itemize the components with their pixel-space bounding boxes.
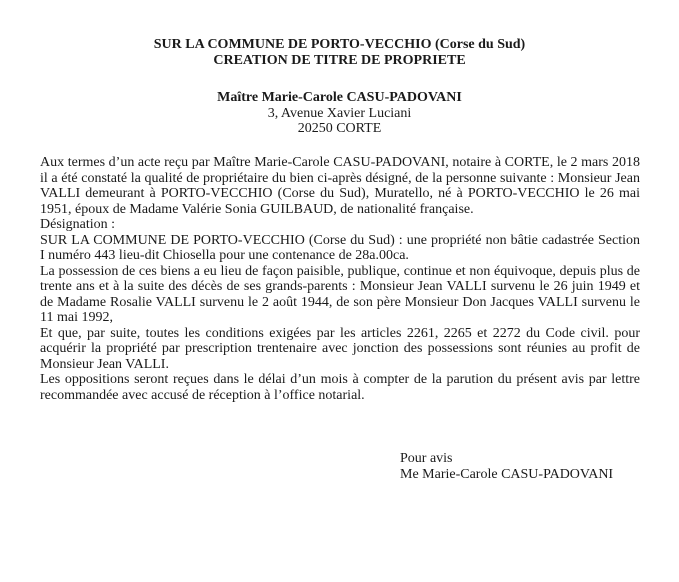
notary-name: Maître Marie-Carole CASU-PADOVANI: [217, 90, 462, 105]
signature-name: Me Marie-Carole CASU-PADOVANI: [400, 467, 614, 482]
paragraph-designation: SUR LA COMMUNE DE PORTO-VECCHIO (Corse du Sud) : une propriété non bâtie cadastrée Section I numéro 443 lieu-dit Chiosella pour une contenance de 28a.00ca.: [40, 232, 640, 263]
paragraph-conditions: Et que, par suite, toutes les conditions exigées par les articles 2261, 2265 et 2272 du Code civil. pour acquérir la propriété par prescription trentenaire avec jonction des possessions sont réunies au profit de Monsieur Jean VALLI.: [40, 325, 640, 372]
notice-header: [0, 37, 679, 69]
notice-title-subject: CREATION DE TITRE DE PROPRIETE: [213, 53, 466, 68]
notary-address: 3, Avenue Xavier Luciani: [267, 105, 412, 121]
notice-title-commune: SUR LA COMMUNE DE PORTO-VECCHIO (Corse du Sud): [153, 37, 526, 52]
signature-block: [400, 451, 613, 483]
paragraph-oppositions: Les oppositions seront reçues dans le délai d’un mois à compter de la parution du présent avis par lettre recommandée avec accusé de réception à l’office notarial.: [40, 372, 640, 403]
paragraph-possession: La possession de ces biens a eu lieu de façon paisible, publique, continue et non équivoque, depuis plus de trente ans et à la suite des décès de ses grands-parents : Monsieur Jean VALLI survenu le 26 juin 1949 et de Madame Rosalie VALLI survenu le 2 août 1944, de son père Monsieur Don Jacques VALLI survenu le 11 mai 1992,: [40, 263, 640, 325]
notary-block: [0, 90, 679, 137]
notice-body: [40, 155, 640, 403]
notary-city: 20250 CORTE: [297, 121, 382, 136]
paragraph-deed: Aux termes d’un acte reçu par Maître Marie-Carole CASU-PADOVANI, notaire à CORTE, le 2 mars 2018 il a été constaté la qualité de propriétaire du bien ci-après désigné, de la personne suivante : Monsieur Jean VALLI demeurant à PORTO-VECCHIO (Corse du Sud), Muratello, né à PORTO-VECCHIO le 26 mai 1951, époux de Madame Valérie Sonia GUILBAUD, de nationalité française.: [40, 155, 640, 217]
signature-for-notice: Pour avis: [400, 451, 453, 466]
paragraph-designation-label: Désignation :: [40, 217, 116, 232]
